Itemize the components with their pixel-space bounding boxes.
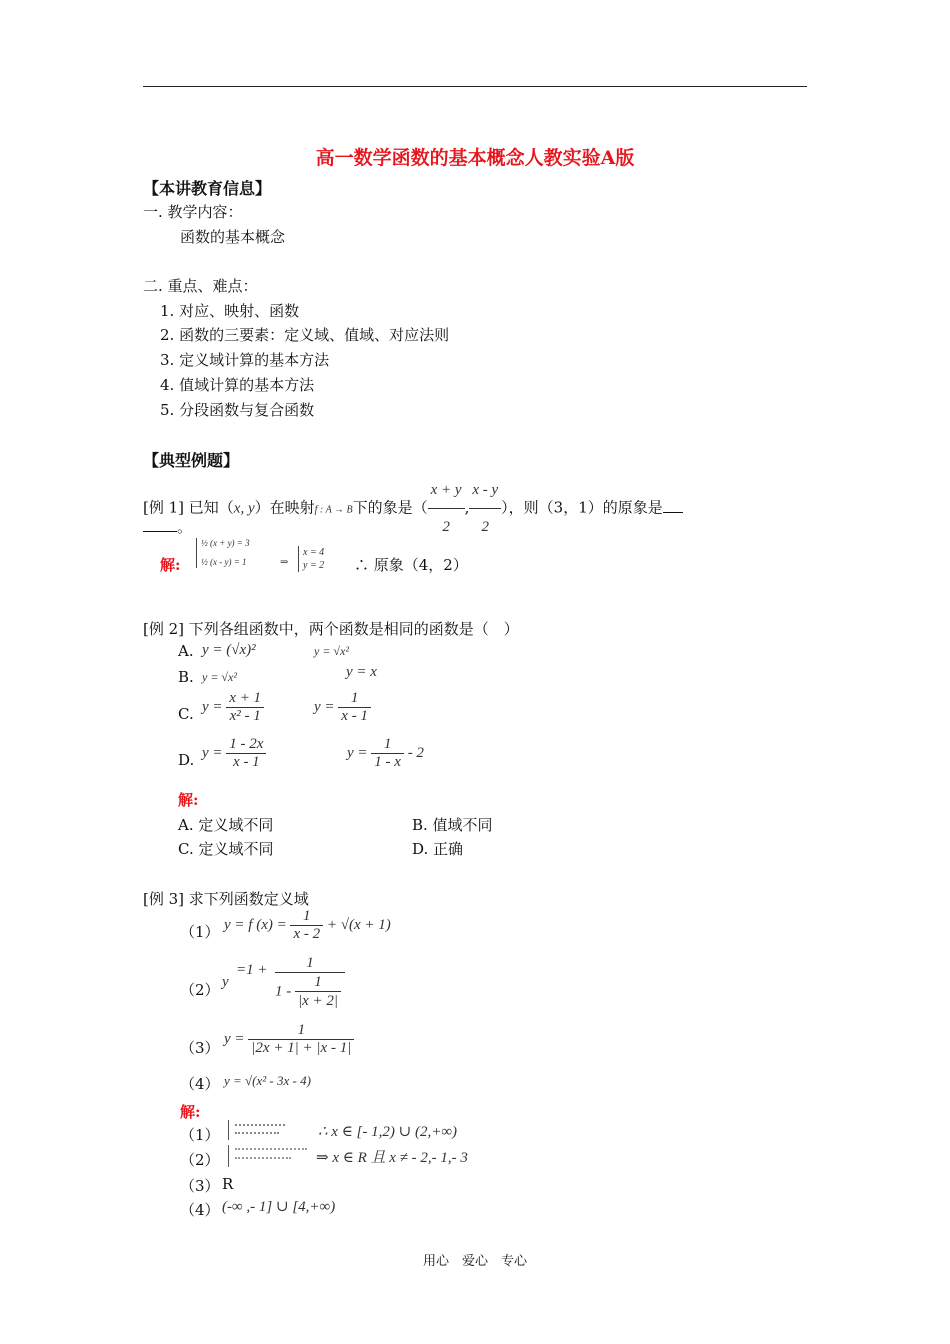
a1-text: ∴ x ∈ [- 1,2) ∪ (2,+∞) bbox=[318, 1124, 458, 1140]
info-heading: 【本讲教育信息】 bbox=[143, 179, 272, 198]
ex1-answer: ∴ 原象（4，2） bbox=[354, 556, 468, 574]
ex1-system-2: x = 4 y = 2 bbox=[298, 546, 324, 572]
a3-label: （3） bbox=[180, 1177, 220, 1195]
q1-expression: y = f (x) = $\frac{1}{x - 2}$ + √(x + 1) bbox=[224, 908, 391, 942]
q2-lhs: y bbox=[222, 974, 229, 990]
key-item: 2. 函数的三要素：定义域、值域、对应法则 bbox=[160, 326, 450, 344]
ex2-answer-a: A. 定义域不同 bbox=[178, 816, 274, 834]
q2-label: （2） bbox=[180, 981, 220, 999]
q2-eq: =1 + bbox=[236, 962, 268, 978]
content-text: 函数的基本概念 bbox=[180, 228, 286, 246]
key-item: 3. 定义域计算的基本方法 bbox=[160, 351, 330, 369]
content-label: 一. 教学内容： bbox=[143, 203, 243, 221]
ex2-answer-b: B. 值域不同 bbox=[412, 816, 493, 834]
example-1-blank-line: 。 bbox=[143, 516, 192, 537]
option-a-func-1: y = (√x)² bbox=[202, 642, 256, 658]
implies-icon: ⇒ bbox=[280, 557, 289, 568]
q4-expression: y = √(x² - 3x - 4) bbox=[224, 1073, 311, 1088]
a2-label: （2） bbox=[180, 1151, 220, 1169]
q2-fraction: 1 1 - $\frac{1}{|x + 2|}$ bbox=[275, 954, 345, 1010]
ex2-solution-label: 解: bbox=[178, 791, 199, 809]
key-item: 1. 对应、映射、函数 bbox=[160, 302, 300, 320]
a2-text: ⇒ x ∈ R 且 x ≠ - 2,- 1,- 3 bbox=[316, 1150, 468, 1166]
ex1-suffix: ），则（3，1）的原象是 bbox=[501, 498, 663, 517]
a3-text: R bbox=[222, 1175, 234, 1193]
ex1-frac-2: $\frac{x - y}{2}$ bbox=[469, 472, 501, 545]
ex1-pair: x, y bbox=[233, 500, 255, 517]
a4-text: (-∞ ,- 1] ∪ [4,+∞) bbox=[222, 1199, 336, 1215]
example-3-question: [例 3] 求下列函数定义域 bbox=[143, 890, 309, 908]
option-b-func-1: y = √x² bbox=[202, 670, 237, 684]
q1-label: （1） bbox=[180, 923, 220, 941]
option-c-func-2: y = $\frac{1}{x - 1}$ bbox=[314, 690, 371, 725]
page-footer: 用心 爱心 专心 bbox=[422, 1254, 527, 1269]
answer-blank bbox=[663, 498, 683, 513]
option-d-label: D. bbox=[178, 751, 195, 769]
ex1-frac-1: $\frac{x + y}{2}$ bbox=[428, 472, 465, 545]
ex1-map: f : A → B bbox=[314, 504, 353, 516]
option-b-label: B. bbox=[178, 668, 194, 686]
key-label: 二. 重点、难点： bbox=[143, 277, 258, 295]
a1-label: （1） bbox=[180, 1126, 220, 1144]
option-c-func-1: y = $\frac{x + 1}{\text{x² - 1}}$ bbox=[202, 690, 264, 725]
ex1-system-1: ½ (x + y) = 3 ½ (x - y) = 1 bbox=[196, 538, 250, 568]
q4-label: （4） bbox=[180, 1075, 220, 1093]
option-d-func-2: y = $\frac{1}{1 - x}$ - 2 bbox=[347, 736, 424, 770]
ex2-answer-d: D. 正确 bbox=[412, 840, 464, 858]
ex3-solution-label: 解: bbox=[180, 1103, 201, 1121]
option-a-label: A. bbox=[178, 642, 194, 660]
ex1-mid1: ）在映射 bbox=[254, 498, 315, 517]
option-a-func-2: y = √x² bbox=[314, 644, 349, 658]
key-item: 5. 分段函数与复合函数 bbox=[160, 401, 315, 419]
example-1-question: [例 1] 已知（x, y）在映射f : A → B下的象是（ $\frac{x + y}{2}$ , $\frac{x - y}{2}$ ），则（3，1）的原象是 bbox=[143, 472, 683, 545]
q3-expression: y = $\frac{1}{|2x + 1| + |x - 1|}$ bbox=[224, 1022, 354, 1057]
ex1-mid2: 下的象是（ bbox=[352, 498, 428, 517]
option-b-func-2: y = x bbox=[346, 664, 377, 680]
ex2-answer-c: C. 定义域不同 bbox=[178, 840, 274, 858]
a4-label: （4） bbox=[180, 1201, 220, 1219]
option-c-label: C. bbox=[178, 705, 194, 723]
a1-system-brace bbox=[228, 1120, 299, 1140]
key-item: 4. 值域计算的基本方法 bbox=[160, 376, 315, 394]
page-title: 高一数学函数的基本概念人教实验A版 bbox=[315, 147, 635, 169]
examples-heading: 【典型例题】 bbox=[143, 451, 240, 470]
ex1-prefix: [例 1] 已知（ bbox=[143, 498, 234, 517]
example-2-question: [例 2] 下列各组函数中，两个函数是相同的函数是（ ） bbox=[143, 620, 519, 638]
option-d-func-1: y = $\frac{1 - 2x}{x - 1}$ bbox=[202, 736, 266, 771]
a2-system-brace bbox=[228, 1145, 311, 1167]
q3-label: （3） bbox=[180, 1039, 220, 1057]
ex1-solution-label: 解: bbox=[160, 556, 181, 574]
header-rule bbox=[143, 86, 807, 87]
